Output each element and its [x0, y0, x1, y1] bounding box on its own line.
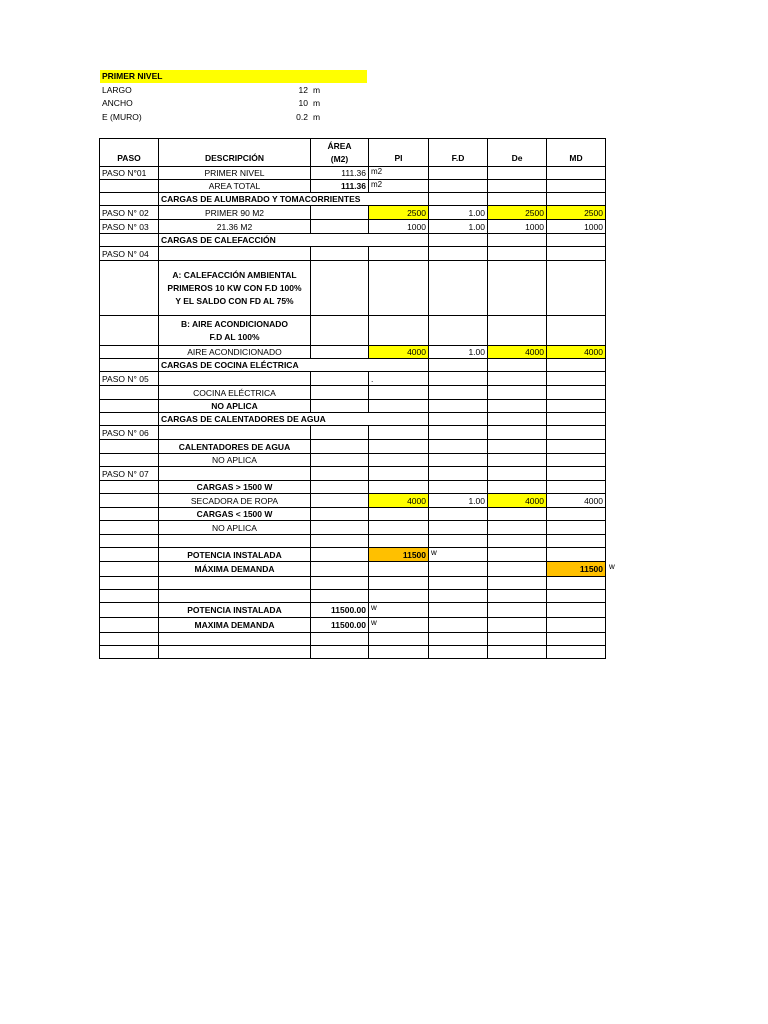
table-row — [100, 220, 606, 234]
cell-md — [547, 521, 606, 535]
dim-value-ancho: 10 — [298, 98, 308, 108]
cell-md — [547, 590, 606, 603]
cell-de: 4000 — [488, 346, 547, 359]
dim-unit-muro: m — [313, 112, 321, 122]
cell-fd — [429, 618, 488, 633]
dim-unit-ancho: m — [313, 98, 321, 108]
cell-de — [488, 521, 547, 535]
cell-paso: PASO N° 04 — [100, 247, 159, 261]
section-heading: CARGAS DE COCINA ELÉCTRICA — [159, 359, 429, 372]
unit-label: m2 — [371, 167, 383, 176]
cell-paso — [100, 180, 159, 193]
cell-md — [547, 618, 606, 633]
cell-de — [488, 426, 547, 440]
cell-fd — [429, 562, 488, 577]
cell-fd — [429, 180, 488, 193]
cell-paso — [100, 535, 159, 548]
cell-md — [547, 193, 606, 206]
cell-desc: POTENCIA INSTALADA — [159, 603, 311, 618]
cell-pi — [369, 467, 429, 481]
cell-desc — [159, 372, 311, 386]
cell-pi: . — [369, 372, 429, 386]
cell-md — [547, 316, 606, 346]
cell-area — [311, 346, 369, 359]
cell-pi — [369, 454, 429, 467]
cell-md: 4000 — [547, 494, 606, 508]
table-row — [100, 467, 606, 481]
cell-paso — [100, 562, 159, 577]
cell-fd — [429, 454, 488, 467]
cell-md — [547, 180, 606, 193]
table-row — [100, 426, 606, 440]
cell-desc: NO APLICA — [159, 521, 311, 535]
cell-fd — [429, 413, 488, 426]
cell-desc: COCINA ELÉCTRICA — [159, 386, 311, 400]
cell-pi — [369, 603, 429, 618]
cell-paso — [100, 494, 159, 508]
cell-md — [547, 467, 606, 481]
dim-value-largo: 12 — [298, 85, 308, 95]
cell-pi — [369, 426, 429, 440]
cell-desc — [159, 633, 311, 646]
table-row — [100, 386, 606, 400]
cell-paso — [100, 316, 159, 346]
cell-area: 111.36 — [311, 180, 369, 193]
cell-area — [311, 454, 369, 467]
cell-pi: 11500 — [369, 548, 429, 562]
cell-paso — [100, 234, 159, 247]
cell-paso: PASO N° 06 — [100, 426, 159, 440]
cell-pi — [369, 633, 429, 646]
cell-fd — [429, 440, 488, 454]
cell-paso — [100, 577, 159, 590]
cell-paso — [100, 633, 159, 646]
table-row — [100, 346, 606, 359]
cell-fd — [429, 372, 488, 386]
desc-line: Y EL SALDO CON FD AL 75% — [175, 295, 294, 306]
cell-fd — [429, 590, 488, 603]
table-row — [100, 206, 606, 220]
table-row — [100, 440, 606, 454]
cell-de — [488, 413, 547, 426]
table-row — [100, 535, 606, 548]
cell-de — [488, 167, 547, 180]
cell-area — [311, 206, 369, 220]
table-row — [100, 454, 606, 467]
cell-md — [547, 400, 606, 413]
cell-pi — [369, 577, 429, 590]
cell-area — [311, 646, 369, 659]
cell-pi — [369, 590, 429, 603]
cell-fd — [429, 508, 488, 521]
cell-desc: AIRE ACONDICIONADO — [159, 346, 311, 359]
unit-label: w — [609, 562, 615, 571]
cell-area — [311, 633, 369, 646]
cell-md — [547, 508, 606, 521]
unit-label: m2 — [371, 180, 383, 189]
col-header-pi: PI — [369, 139, 429, 167]
cell-md — [547, 413, 606, 426]
cell-paso — [100, 413, 159, 426]
cell-de: 2500 — [488, 206, 547, 220]
cell-pi — [369, 440, 429, 454]
col-header-descripcion: DESCRIPCIÓN — [159, 139, 311, 167]
cell-desc: CARGAS > 1500 W — [159, 481, 311, 494]
cell-md — [547, 562, 615, 577]
table-row — [100, 261, 606, 316]
cell-desc: MÁXIMA DEMANDA — [159, 562, 311, 577]
cell-md — [547, 359, 606, 372]
cell-pi: 1000 — [369, 220, 429, 234]
table-row — [100, 633, 606, 646]
table-row — [100, 618, 606, 633]
cell-de: 4000 — [488, 494, 547, 508]
cell-md — [547, 167, 606, 180]
cell-md — [547, 603, 606, 618]
desc-line: B: AIRE ACONDICIONADO — [180, 318, 289, 329]
cell-md — [547, 440, 606, 454]
cell-desc — [159, 316, 311, 346]
cell-area — [311, 372, 369, 386]
cell-paso — [100, 346, 159, 359]
cell-md — [547, 386, 606, 400]
cell-paso: PASO N° 05 — [100, 372, 159, 386]
section-heading: CARGAS DE CALEFACCIÓN — [159, 234, 429, 247]
cell-desc: 21.36 M2 — [159, 220, 311, 234]
cell-desc: CALENTADORES DE AGUA — [159, 440, 311, 454]
desc-line: F.D AL 100% — [209, 331, 260, 342]
dim-unit-largo: m — [313, 85, 321, 95]
cell-fd — [429, 633, 488, 646]
col-header-paso: PASO — [100, 139, 159, 167]
cell-paso — [100, 440, 159, 454]
table-row — [100, 590, 606, 603]
cell-desc: PRIMER 90 M2 — [159, 206, 311, 220]
section-row — [100, 193, 606, 206]
cell-paso — [100, 359, 159, 372]
cell-desc: PRIMER NIVEL — [159, 167, 311, 180]
desc-line: PRIMEROS 10 KW CON F.D 100% — [167, 282, 302, 293]
cell-md: 1000 — [547, 220, 606, 234]
cell-unit — [369, 167, 429, 180]
cell-de — [488, 481, 547, 494]
cell-de — [488, 562, 547, 577]
table-row — [100, 603, 606, 618]
cell-paso — [100, 508, 159, 521]
table-row — [100, 316, 606, 346]
cell-paso: PASO N° 07 — [100, 467, 159, 481]
cell-area — [311, 386, 369, 400]
cell-fd — [429, 247, 488, 261]
dim-label-ancho: ANCHO — [102, 98, 133, 108]
cell-paso — [100, 261, 159, 316]
cell-pi — [369, 618, 429, 633]
cell-paso: PASO N° 02 — [100, 206, 159, 220]
cell-area — [311, 316, 369, 346]
col-header-area — [311, 139, 369, 167]
cell-fd — [429, 359, 488, 372]
cell-area — [311, 247, 369, 261]
cell-paso: PASO N°01 — [100, 167, 159, 180]
cell-fd — [429, 234, 488, 247]
table-row — [100, 562, 606, 577]
cell-pi — [369, 386, 429, 400]
cell-paso — [100, 521, 159, 535]
cell-pi: 4000 — [369, 346, 429, 359]
cell-area — [311, 521, 369, 535]
cell-de — [488, 646, 547, 659]
cell-fd — [429, 386, 488, 400]
cell-fd — [429, 167, 488, 180]
cell-desc: SECADORA DE ROPA — [159, 494, 311, 508]
header-row — [100, 139, 606, 167]
cell-area — [311, 494, 369, 508]
cell-desc — [159, 467, 311, 481]
cell-paso — [100, 481, 159, 494]
dim-label-muro: E (MURO) — [102, 112, 142, 122]
col-header-de: De — [488, 139, 547, 167]
cell-pi — [369, 646, 429, 659]
cell-md — [547, 234, 606, 247]
cell-area — [311, 400, 369, 413]
cell-de — [488, 633, 547, 646]
cell-pi — [369, 481, 429, 494]
table-row — [100, 646, 606, 659]
cell-area — [311, 220, 369, 234]
cell-pi: 2500 — [369, 206, 429, 220]
cell-paso — [100, 548, 159, 562]
section-heading: CARGAS DE CALENTADORES DE AGUA — [159, 413, 429, 426]
cell-fd — [429, 426, 488, 440]
cell-area — [311, 467, 369, 481]
cell-paso — [100, 590, 159, 603]
cell-md — [547, 426, 606, 440]
cell-fd — [429, 535, 488, 548]
section-title: PRIMER NIVEL — [100, 70, 367, 83]
cell-de — [488, 454, 547, 467]
section-row — [100, 234, 606, 247]
cell-fd — [429, 548, 488, 562]
cell-md — [547, 577, 606, 590]
cell-area — [311, 261, 369, 316]
table-row — [100, 548, 606, 562]
cell-paso — [100, 603, 159, 618]
unit-label: w — [431, 548, 437, 557]
table-row — [100, 247, 606, 261]
cell-paso — [100, 400, 159, 413]
cell-pi: 4000 — [369, 494, 429, 508]
unit-label: w — [371, 603, 377, 612]
cell-de — [488, 535, 547, 548]
cell-fd — [429, 193, 488, 206]
cell-fd — [429, 467, 488, 481]
cell-de — [488, 247, 547, 261]
table-row — [100, 521, 606, 535]
cell-area — [311, 481, 369, 494]
cell-desc — [159, 646, 311, 659]
cell-area: 111.36 — [311, 167, 369, 180]
cell-pi — [369, 261, 429, 316]
cell-de — [488, 372, 547, 386]
cell-unit — [369, 180, 429, 193]
desc-line: A: CALEFACCIÓN AMBIENTAL — [172, 269, 297, 280]
load-table — [99, 138, 615, 659]
cell-area — [311, 562, 369, 577]
cell-fd — [429, 603, 488, 618]
cell-fd — [429, 261, 488, 316]
cell-md — [547, 372, 606, 386]
cell-paso — [100, 386, 159, 400]
cell-md: 2500 — [547, 206, 606, 220]
cell-area — [311, 440, 369, 454]
col-header-fd: F.D — [429, 139, 488, 167]
cell-md: 4000 — [547, 346, 606, 359]
cell-fd: 1.00 — [429, 494, 488, 508]
cell-area — [311, 535, 369, 548]
cell-desc: MAXIMA DEMANDA — [159, 618, 311, 633]
cell-de — [488, 261, 547, 316]
section-row — [100, 413, 606, 426]
cell-pi — [369, 400, 429, 413]
cell-area — [311, 577, 369, 590]
cell-pi — [369, 508, 429, 521]
cell-de — [488, 440, 547, 454]
cell-area: 11500.00 — [311, 618, 369, 633]
cell-de — [488, 590, 547, 603]
table-row — [100, 494, 606, 508]
cell-desc: NO APLICA — [159, 400, 311, 413]
cell-fd — [429, 577, 488, 590]
cell-desc — [159, 426, 311, 440]
dim-label-largo: LARGO — [102, 85, 132, 95]
cell-desc — [159, 261, 311, 316]
cell-md — [547, 548, 606, 562]
cell-desc — [159, 577, 311, 590]
cell-paso — [100, 454, 159, 467]
cell-paso: PASO N° 03 — [100, 220, 159, 234]
cell-pi — [369, 535, 429, 548]
cell-de — [488, 180, 547, 193]
table-row — [100, 508, 606, 521]
cell-de — [488, 577, 547, 590]
section-row — [100, 359, 606, 372]
cell-fd — [429, 316, 488, 346]
cell-md — [547, 646, 606, 659]
cell-pi — [369, 521, 429, 535]
cell-fd — [429, 646, 488, 659]
cell-fd: 1.00 — [429, 206, 488, 220]
cell-area — [311, 426, 369, 440]
table-row — [100, 481, 606, 494]
cell-de — [488, 359, 547, 372]
cell-de — [488, 193, 547, 206]
cell-de — [488, 386, 547, 400]
cell-md — [547, 454, 606, 467]
table-row — [100, 400, 606, 413]
cell-desc: CARGAS < 1500 W — [159, 508, 311, 521]
cell-area — [311, 508, 369, 521]
cell-md — [547, 261, 606, 316]
cell-desc: POTENCIA INSTALADA — [159, 548, 311, 562]
cell-paso — [100, 193, 159, 206]
cell-de: 1000 — [488, 220, 547, 234]
cell-area: 11500.00 — [311, 603, 369, 618]
table-row — [100, 167, 606, 180]
cell-area — [311, 590, 369, 603]
col-header-area-line2: (M2) — [330, 153, 349, 164]
cell-de — [488, 467, 547, 481]
md-total-value: 11500 — [579, 564, 603, 574]
table-row — [100, 577, 606, 590]
cell-paso — [100, 646, 159, 659]
table-row — [100, 180, 606, 193]
table-row — [100, 372, 606, 386]
cell-de — [488, 400, 547, 413]
cell-pi — [369, 562, 429, 577]
cell-de — [488, 316, 547, 346]
cell-desc — [159, 535, 311, 548]
cell-md — [547, 247, 606, 261]
cell-paso — [100, 618, 159, 633]
cell-desc — [159, 247, 311, 261]
cell-de — [488, 234, 547, 247]
cell-fd: 1.00 — [429, 346, 488, 359]
section-heading: CARGAS DE ALUMBRADO Y TOMACORRIENTES — [159, 193, 429, 206]
col-header-area-line1: ÁREA — [327, 140, 352, 151]
cell-pi — [369, 247, 429, 261]
cell-area — [311, 548, 369, 562]
cell-fd: 1.00 — [429, 220, 488, 234]
cell-de — [488, 603, 547, 618]
cell-de — [488, 508, 547, 521]
cell-fd — [429, 400, 488, 413]
cell-desc: NO APLICA — [159, 454, 311, 467]
cell-md — [547, 535, 606, 548]
cell-desc: AREA TOTAL — [159, 180, 311, 193]
cell-md — [547, 481, 606, 494]
cell-fd — [429, 481, 488, 494]
col-header-md: MD — [547, 139, 606, 167]
cell-de — [488, 618, 547, 633]
dim-value-muro: 0.2 — [296, 112, 308, 122]
cell-md — [547, 633, 606, 646]
cell-fd — [429, 521, 488, 535]
cell-de — [488, 548, 547, 562]
cell-pi — [369, 316, 429, 346]
cell-desc — [159, 590, 311, 603]
unit-label: w — [371, 618, 377, 627]
